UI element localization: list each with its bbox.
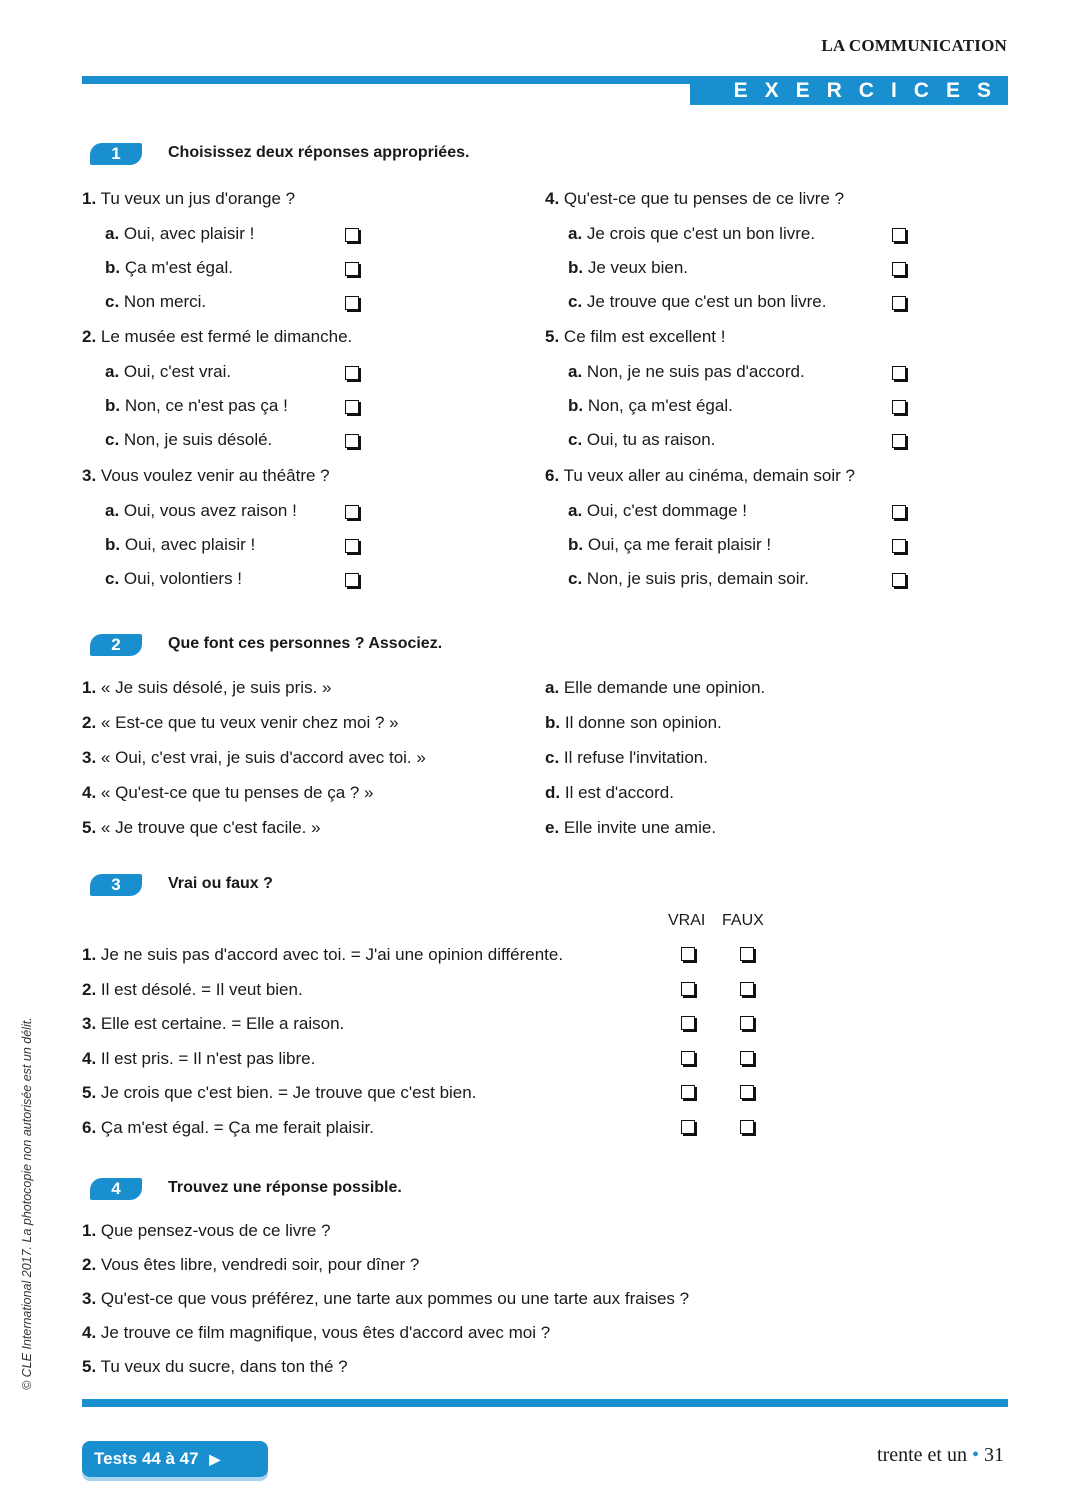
answer-option xyxy=(105,569,242,589)
item-number: 1. xyxy=(82,189,97,208)
exercise-instruction: Trouvez une réponse possible. xyxy=(168,1179,402,1196)
item-number: b. xyxy=(568,258,584,277)
exercise-number-badge: 3 xyxy=(90,874,142,896)
answer-option xyxy=(105,224,254,244)
answer-checkbox[interactable] xyxy=(892,505,906,519)
answer-option xyxy=(105,292,206,312)
false-checkbox[interactable] xyxy=(740,1051,754,1065)
tests-link-button[interactable] xyxy=(82,1441,268,1477)
true-column-header: VRAI xyxy=(668,912,706,929)
item-text: Oui, ça me ferait plaisir ! xyxy=(587,535,772,554)
false-checkbox[interactable] xyxy=(740,982,754,996)
true-false-statement xyxy=(82,980,303,1000)
item-text: Oui, avec plaisir ! xyxy=(124,535,256,554)
item-text: Le musée est fermé le dimanche. xyxy=(100,327,353,346)
statement xyxy=(82,713,399,733)
statement xyxy=(82,678,331,698)
answer-checkbox[interactable] xyxy=(892,434,906,448)
item-number: 5. xyxy=(82,818,97,837)
match-option xyxy=(545,818,716,838)
exercise-instruction: Que font ces personnes ? Associez. xyxy=(168,635,443,652)
false-checkbox[interactable] xyxy=(740,1016,754,1030)
question xyxy=(82,327,352,347)
item-text: Ce film est excellent ! xyxy=(563,327,726,346)
item-number: 5. xyxy=(545,327,560,346)
item-number: c. xyxy=(568,430,583,449)
false-column-header: FAUX xyxy=(722,912,764,929)
answer-checkbox[interactable] xyxy=(345,262,359,276)
true-false-statement xyxy=(82,1049,315,1069)
answer-checkbox[interactable] xyxy=(345,505,359,519)
answer-option xyxy=(105,430,272,450)
item-text: Je trouve ce film magnifique, vous êtes d'accord avec moi ? xyxy=(100,1323,551,1342)
play-arrow-icon: ▶ xyxy=(209,1451,221,1467)
copyright-notice: © CLE International 2017. La photocopie non autorisée est un délit. xyxy=(20,1017,34,1390)
open-question xyxy=(82,1255,419,1275)
answer-checkbox[interactable] xyxy=(345,539,359,553)
item-number: 1. xyxy=(82,1221,97,1240)
item-number: a. xyxy=(105,362,120,381)
answer-option xyxy=(568,396,733,416)
item-text: Tu veux du sucre, dans ton thé ? xyxy=(100,1357,348,1376)
item-number: a. xyxy=(105,501,120,520)
answer-option xyxy=(568,292,826,312)
exercise-number-badge: 1 xyxy=(90,143,142,165)
item-text: Non, ça m'est égal. xyxy=(587,396,733,415)
item-number: 1. xyxy=(82,678,97,697)
item-number: d. xyxy=(545,783,561,802)
item-number: 3. xyxy=(82,1289,97,1308)
item-text: « Je suis désolé, je suis pris. » xyxy=(100,678,332,697)
open-question xyxy=(82,1357,348,1377)
answer-option xyxy=(105,535,255,555)
item-text: Qu'est-ce que vous préférez, une tarte aux pommes ou une tarte aux fraises ? xyxy=(100,1289,690,1308)
page-number-words: trente et un xyxy=(877,1444,967,1466)
true-checkbox[interactable] xyxy=(681,1016,695,1030)
statement xyxy=(82,818,321,838)
page-footer xyxy=(877,1444,1004,1467)
item-number: 2. xyxy=(82,979,97,999)
item-number: 3. xyxy=(82,1014,97,1033)
item-number: c. xyxy=(545,748,560,767)
true-false-statement xyxy=(82,945,563,965)
answer-checkbox[interactable] xyxy=(345,366,359,380)
exercise-instruction: Choisissez deux réponses appropriées. xyxy=(168,144,470,161)
item-number: 4. xyxy=(545,189,560,208)
true-checkbox[interactable] xyxy=(681,982,695,996)
header-rule xyxy=(82,76,692,84)
match-option xyxy=(545,678,765,698)
exercise-number-badge: 2 xyxy=(90,634,142,656)
item-text: Je ne suis pas d'accord avec toi. = J'ai une opinion différente. xyxy=(100,945,564,964)
answer-checkbox[interactable] xyxy=(892,262,906,276)
item-text: Ça m'est égal. xyxy=(124,258,233,277)
item-number: a. xyxy=(105,224,120,243)
item-text: Il refuse l'invitation. xyxy=(563,748,708,767)
open-question xyxy=(82,1289,689,1309)
item-text: Je crois que c'est un bon livre. xyxy=(586,224,816,243)
item-number: a. xyxy=(545,678,560,697)
item-number: 4. xyxy=(82,1048,97,1068)
item-number: e. xyxy=(545,818,560,837)
item-number: a. xyxy=(568,501,583,520)
item-number: b. xyxy=(105,535,121,554)
item-text: « Je trouve que c'est facile. » xyxy=(100,818,321,837)
item-number: c. xyxy=(105,569,120,588)
item-text: Elle demande une opinion. xyxy=(563,678,766,697)
item-number: 2. xyxy=(82,327,97,346)
answer-checkbox[interactable] xyxy=(892,296,906,310)
item-text: Oui, avec plaisir ! xyxy=(123,224,255,243)
item-text: Non, ce n'est pas ça ! xyxy=(124,396,288,415)
answer-option xyxy=(568,224,815,244)
true-checkbox[interactable] xyxy=(681,1051,695,1065)
item-number: 1. xyxy=(82,945,97,964)
item-text: « Est-ce que tu veux venir chez moi ? » xyxy=(100,713,399,732)
item-number: a. xyxy=(568,362,583,381)
running-header: LA COMMUNICATION xyxy=(821,36,1007,55)
answer-checkbox[interactable] xyxy=(892,366,906,380)
answer-option xyxy=(105,258,233,278)
item-text: Il donne son opinion. xyxy=(564,713,722,732)
exercise-number-badge: 4 xyxy=(90,1178,142,1200)
question xyxy=(545,189,844,209)
item-number: 2. xyxy=(82,713,97,732)
item-text: Non, je suis désolé. xyxy=(123,430,273,449)
true-checkbox[interactable] xyxy=(681,1085,695,1099)
false-checkbox[interactable] xyxy=(740,1120,754,1134)
answer-checkbox[interactable] xyxy=(345,296,359,310)
item-number: a. xyxy=(568,224,583,243)
true-false-statement xyxy=(82,1083,476,1103)
item-text: « Oui, c'est vrai, je suis d'accord avec toi. » xyxy=(100,748,426,767)
item-number: c. xyxy=(568,569,583,588)
page-number: 31 xyxy=(984,1444,1004,1466)
statement xyxy=(82,783,374,803)
open-question xyxy=(82,1221,331,1241)
item-number: c. xyxy=(568,292,583,311)
item-text: Non, je suis pris, demain soir. xyxy=(586,569,809,588)
answer-option xyxy=(568,501,747,521)
match-option xyxy=(545,748,708,768)
item-number: 3. xyxy=(82,748,97,767)
item-text: Je veux bien. xyxy=(587,258,689,277)
item-number: 6. xyxy=(82,1117,97,1137)
item-number: 2. xyxy=(82,1255,97,1274)
statement xyxy=(82,748,426,768)
answer-option xyxy=(105,362,231,382)
answer-option xyxy=(568,258,688,278)
answer-option xyxy=(568,569,809,589)
true-checkbox[interactable] xyxy=(681,1120,695,1134)
true-false-statement xyxy=(82,1014,344,1034)
exercise-instruction: Vrai ou faux ? xyxy=(168,875,273,892)
exercices-banner-text: EXERCICES xyxy=(733,79,1008,102)
match-option xyxy=(545,713,722,733)
answer-checkbox[interactable] xyxy=(345,228,359,242)
item-text: Il est pris. = Il n'est pas libre. xyxy=(100,1048,316,1068)
item-number: b. xyxy=(105,258,121,277)
item-text: Non, je ne suis pas d'accord. xyxy=(586,362,805,381)
open-question xyxy=(82,1323,550,1343)
item-number: 5. xyxy=(82,1357,97,1376)
item-text: Vous voulez venir au théâtre ? xyxy=(100,466,330,485)
item-number: b. xyxy=(545,713,561,732)
bullet-icon: • xyxy=(971,1444,979,1466)
item-number: 4. xyxy=(82,783,97,802)
question xyxy=(545,327,725,347)
item-number: 6. xyxy=(545,466,560,485)
item-text: Oui, c'est dommage ! xyxy=(586,501,748,520)
item-text: Elle est certaine. = Elle a raison. xyxy=(100,1014,345,1033)
item-number: 5. xyxy=(82,1083,97,1102)
item-number: 3. xyxy=(82,466,97,485)
answer-option xyxy=(105,396,288,416)
answer-checkbox[interactable] xyxy=(345,400,359,414)
item-text: Tu veux un jus d'orange ? xyxy=(100,189,296,208)
answer-checkbox[interactable] xyxy=(892,228,906,242)
item-text: Oui, c'est vrai. xyxy=(123,362,232,381)
footer-rule xyxy=(82,1399,1008,1407)
item-text: Il est d'accord. xyxy=(564,783,674,802)
item-text: Qu'est-ce que tu penses de ce livre ? xyxy=(563,189,845,208)
item-text: Je trouve que c'est un bon livre. xyxy=(586,292,827,311)
item-text: Vous êtes libre, vendredi soir, pour dîner ? xyxy=(100,1255,420,1274)
answer-option xyxy=(105,501,297,521)
answer-checkbox[interactable] xyxy=(892,400,906,414)
item-number: b. xyxy=(105,396,121,415)
answer-option xyxy=(568,362,805,382)
item-text: Oui, tu as raison. xyxy=(586,430,716,449)
answer-checkbox[interactable] xyxy=(345,573,359,587)
item-text: Ça m'est égal. = Ça me ferait plaisir. xyxy=(100,1117,374,1137)
false-checkbox[interactable] xyxy=(740,1085,754,1099)
item-text: Tu veux aller au cinéma, demain soir ? xyxy=(563,466,855,485)
answer-checkbox[interactable] xyxy=(892,573,906,587)
answer-checkbox[interactable] xyxy=(345,434,359,448)
question xyxy=(82,466,330,486)
item-text: Non merci. xyxy=(123,292,207,311)
false-checkbox[interactable] xyxy=(740,947,754,961)
item-text: Que pensez-vous de ce livre ? xyxy=(100,1221,331,1240)
answer-option xyxy=(568,535,771,555)
item-text: Oui, vous avez raison ! xyxy=(123,501,297,520)
true-checkbox[interactable] xyxy=(681,947,695,961)
question xyxy=(82,189,295,209)
question xyxy=(545,466,855,486)
answer-option xyxy=(568,430,715,450)
item-text: Je crois que c'est bien. = Je trouve que c'est bien. xyxy=(100,1083,477,1102)
item-number: b. xyxy=(568,535,584,554)
item-text: Elle invite une amie. xyxy=(563,818,717,837)
item-number: 4. xyxy=(82,1323,97,1342)
item-text: Oui, volontiers ! xyxy=(123,569,243,588)
item-number: b. xyxy=(568,396,584,415)
item-text: « Qu'est-ce que tu penses de ça ? » xyxy=(100,783,374,802)
match-option xyxy=(545,783,674,803)
tests-link-label: Tests 44 à 47 xyxy=(94,1449,199,1468)
item-number: c. xyxy=(105,292,120,311)
true-false-statement xyxy=(82,1118,374,1138)
item-number: c. xyxy=(105,430,120,449)
answer-checkbox[interactable] xyxy=(892,539,906,553)
item-text: Il est désolé. = Il veut bien. xyxy=(100,979,303,999)
